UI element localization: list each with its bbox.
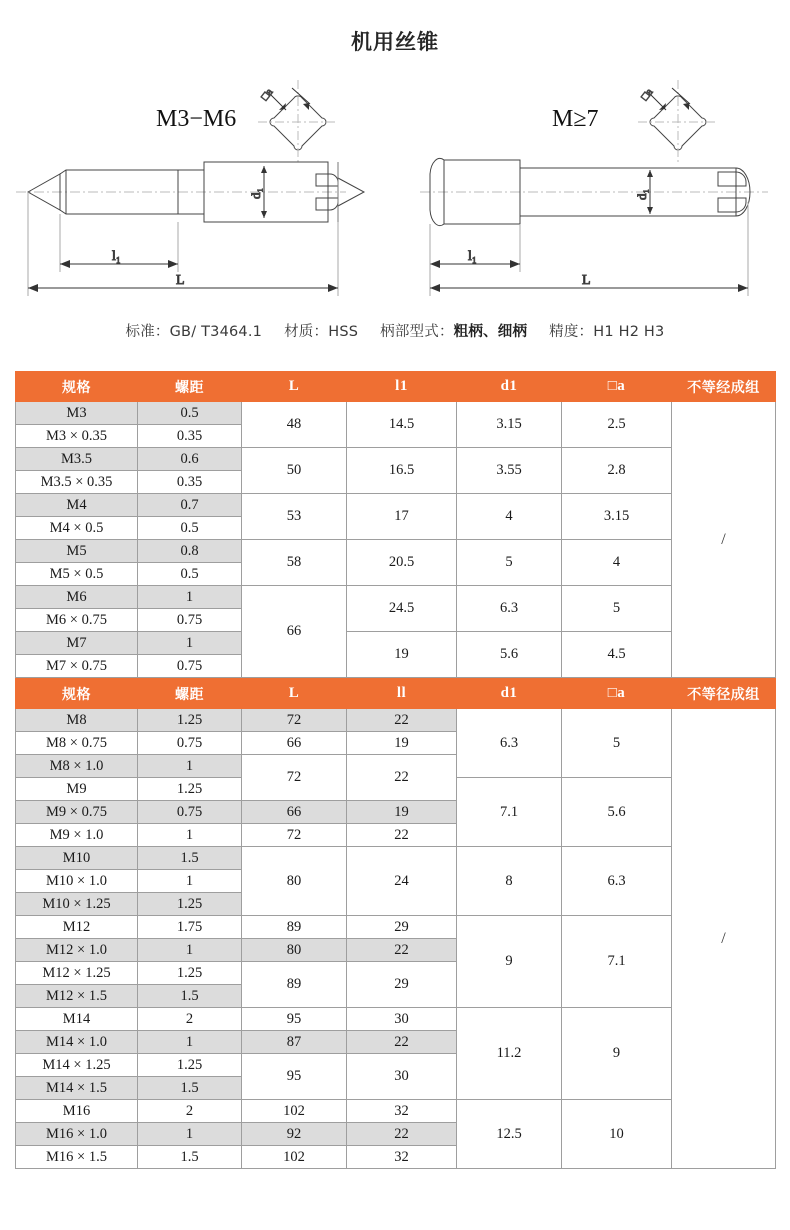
table1-cell-pitch: 1 [138,586,242,609]
dim-l1-right: l₁ [468,249,477,264]
table2-cell-pitch: 1.5 [138,847,242,870]
table2-cell-spec: M10 [16,847,138,870]
table2-cell-pitch: 1 [138,824,242,847]
table2-cell-d1: 12.5 [457,1100,562,1169]
spec-value: HSS [328,324,359,340]
table1-cell-a: 2.5 [562,402,672,448]
table2-col-header-1: 螺距 [138,679,242,709]
table2-body [16,709,776,1169]
table1-cell-a: 4 [562,540,672,586]
table1-cell-pitch: 0.7 [138,494,242,517]
table2-cell-L: 66 [242,801,347,824]
table2-cell-a: 9 [562,1008,672,1100]
table2-header-row [16,679,776,709]
spec-key: 柄部型式： [380,324,454,340]
table1-cell-L: 48 [242,402,347,448]
table1-row [16,402,776,425]
spec-tables [0,371,790,1169]
table2-cell-spec: M10 × 1.25 [16,893,138,916]
table1-cell-pitch: 0.5 [138,563,242,586]
table1-col-header-5: □a [562,372,672,402]
table2-cell-d1: 7.1 [457,778,562,847]
spec-item-3 [549,320,664,341]
table2-cell-spec: M8 × 1.0 [16,755,138,778]
table2-cell-d1: 11.2 [457,1008,562,1100]
table2-cell-pitch: 1.5 [138,1077,242,1100]
table1-col-header-3: l1 [347,372,457,402]
table2-cell-L: 89 [242,916,347,939]
table2-cell-pitch: 1 [138,1123,242,1146]
table1-cell-d1: 3.15 [457,402,562,448]
table1-cell-d1: 6.3 [457,586,562,632]
table2-cell-spec: M9 × 1.0 [16,824,138,847]
table2-cell-l1: 30 [347,1054,457,1100]
table1-cell-spec: M3.5 [16,448,138,471]
table1-cell-spec: M3.5 × 0.35 [16,471,138,494]
spec-item-1 [284,320,358,341]
table1-cell-l1: 16.5 [347,448,457,494]
table1-cell-l1: 20.5 [347,540,457,586]
table1-cell-a: 2.8 [562,448,672,494]
table2-cell-l1: 22 [347,709,457,732]
table2-cell-pitch: 1 [138,939,242,962]
spec-value: GB/ T3464.1 [169,324,263,340]
dim-L-right: L [582,273,591,288]
table2-row [16,1100,776,1123]
table2-cell-L: 66 [242,732,347,755]
table2-col-header-3: ll [347,679,457,709]
table2-cell-L: 102 [242,1100,347,1123]
table2-cell-l1: 29 [347,962,457,1008]
table1-col-header-1: 螺距 [138,372,242,402]
table2-cell-l1: 32 [347,1146,457,1169]
table2-cell-pitch: 1.75 [138,916,242,939]
table1-cell-L: 66 [242,586,347,678]
dim-d1-right: d₁ [634,188,649,200]
table2-cell-pitch: 1 [138,1031,242,1054]
table2-col-header-5: □a [562,679,672,709]
table2-cell-a: 5.6 [562,778,672,847]
square-label-right: □a [638,86,656,103]
table2-cell-pitch: 2 [138,1100,242,1123]
table2-cell-l1: 19 [347,801,457,824]
spec-value: 粗柄、细柄 [453,324,528,340]
table1-cell-spec: M3 [16,402,138,425]
table1-col-header-2: L [242,372,347,402]
table1-cell-d1: 5 [457,540,562,586]
table2-cell-L: 87 [242,1031,347,1054]
table2-cell-spec: M14 × 1.0 [16,1031,138,1054]
table1-cell-spec: M6 [16,586,138,609]
table2-cell-L: 95 [242,1054,347,1100]
table2-row [16,916,776,939]
spec-item-2 [380,320,527,341]
table2-cell-pitch: 1.25 [138,962,242,985]
dim-L-left: L [176,273,185,288]
table1-cell-spec: M7 [16,632,138,655]
table1-cell-l1: 24.5 [347,586,457,632]
table2-cell-pitch: 1.25 [138,709,242,732]
table2-cell-L: 102 [242,1146,347,1169]
table2-cell-a: 5 [562,709,672,778]
table1-col-header-6: 不等经成组 [672,372,776,402]
table2-cell-spec: M16 [16,1100,138,1123]
table1-cell-L: 58 [242,540,347,586]
table2-col-header-6: 不等径成组 [672,679,776,709]
table1-row [16,448,776,471]
table2-cell-L: 89 [242,962,347,1008]
table2-cell-d1: 8 [457,847,562,916]
table1-body [16,402,776,678]
table2-cell-spec: M14 [16,1008,138,1031]
table2-cell-spec: M14 × 1.5 [16,1077,138,1100]
table1-col-header-4: d1 [457,372,562,402]
table2-row [16,709,776,732]
table2-col-header-2: L [242,679,347,709]
spec-value: H1 H2 H3 [593,324,665,340]
table2-cell-group-note: / [672,709,776,1169]
table1-cell-spec: M5 × 0.5 [16,563,138,586]
table1-cell-pitch: 0.75 [138,655,242,678]
table2-cell-a: 10 [562,1100,672,1169]
table2-cell-l1: 30 [347,1008,457,1031]
table2-cell-L: 80 [242,847,347,916]
table2-cell-spec: M12 [16,916,138,939]
spec-table-2 [15,678,776,1169]
table2-cell-l1: 32 [347,1100,457,1123]
table2-cell-L: 80 [242,939,347,962]
table2-cell-spec: M16 × 1.0 [16,1123,138,1146]
table2-cell-spec: M14 × 1.25 [16,1054,138,1077]
table1-cell-pitch: 0.75 [138,609,242,632]
spec-item-0 [126,320,263,341]
table2-cell-pitch: 1 [138,755,242,778]
diagram-m3-m6 [8,74,400,306]
table1-cell-spec: M5 [16,540,138,563]
diagram-section [0,74,790,306]
spec-key: 精度： [549,324,594,340]
table1-row [16,586,776,609]
table2-cell-l1: 19 [347,732,457,755]
table2-cell-d1: 6.3 [457,709,562,778]
table2-cell-l1: 24 [347,847,457,916]
table2-col-header-4: d1 [457,679,562,709]
table1-cell-l1: 19 [347,632,457,678]
page-title: 机用丝锥 [351,30,439,54]
table2-cell-spec: M8 × 0.75 [16,732,138,755]
table2-cell-d1: 9 [457,916,562,1008]
table2-cell-spec: M9 × 0.75 [16,801,138,824]
table2-cell-spec: M12 × 1.5 [16,985,138,1008]
table2-cell-l1: 22 [347,1031,457,1054]
table2-cell-pitch: 1.25 [138,1054,242,1077]
table2-cell-a: 6.3 [562,847,672,916]
table2-cell-a: 7.1 [562,916,672,1008]
table2-cell-pitch: 1 [138,870,242,893]
spec-key: 标准： [125,324,170,340]
table2-cell-spec: M8 [16,709,138,732]
spec-key: 材质： [284,324,329,340]
table2-cell-spec: M10 × 1.0 [16,870,138,893]
table2-header [16,679,776,709]
table2-cell-l1: 22 [347,755,457,801]
table2-row [16,1008,776,1031]
table1-cell-pitch: 0.35 [138,425,242,448]
table2-cell-l1: 29 [347,916,457,939]
table2-cell-pitch: 0.75 [138,801,242,824]
table2-cell-l1: 22 [347,1123,457,1146]
table1-header-row [16,372,776,402]
table2-cell-L: 72 [242,709,347,732]
table1-cell-pitch: 0.6 [138,448,242,471]
table2-cell-pitch: 1.5 [138,1146,242,1169]
table2-cell-spec: M12 × 1.0 [16,939,138,962]
table1-row [16,632,776,655]
table1-cell-pitch: 0.5 [138,517,242,540]
table2-col-header-0: 规格 [16,679,138,709]
table1-cell-pitch: 1 [138,632,242,655]
table2-cell-pitch: 0.75 [138,732,242,755]
table1-cell-L: 50 [242,448,347,494]
table1-cell-d1: 3.55 [457,448,562,494]
table1-header [16,372,776,402]
table1-row [16,540,776,563]
table1-cell-a: 3.15 [562,494,672,540]
table1-cell-spec: M7 × 0.75 [16,655,138,678]
table1-cell-group-note: / [672,402,776,678]
diagram-left-label: M3−M6 [156,106,237,132]
dim-d1-left: d₁ [248,187,263,199]
table2-cell-pitch: 2 [138,1008,242,1031]
table1-cell-spec: M4 [16,494,138,517]
table1-cell-pitch: 0.5 [138,402,242,425]
table2-cell-spec: M9 [16,778,138,801]
table1-cell-a: 4.5 [562,632,672,678]
table1-cell-pitch: 0.35 [138,471,242,494]
table2-row [16,847,776,870]
table2-cell-L: 72 [242,824,347,847]
table1-col-header-0: 规格 [16,372,138,402]
table1-cell-l1: 17 [347,494,457,540]
table2-cell-pitch: 1.25 [138,778,242,801]
table2-cell-spec: M16 × 1.5 [16,1146,138,1169]
square-label-left: □a [258,86,276,103]
table1-cell-spec: M6 × 0.75 [16,609,138,632]
table2-cell-pitch: 1.5 [138,985,242,1008]
table2-cell-l1: 22 [347,824,457,847]
table2-cell-spec: M12 × 1.25 [16,962,138,985]
table1-cell-d1: 5.6 [457,632,562,678]
table1-cell-d1: 4 [457,494,562,540]
table1-cell-L: 53 [242,494,347,540]
table2-cell-pitch: 1.25 [138,893,242,916]
table2-cell-l1: 22 [347,939,457,962]
table1-cell-l1: 14.5 [347,402,457,448]
diagram-m-ge-7 [400,74,788,306]
diagram-right-label: M≥7 [552,106,599,132]
table1-cell-a: 5 [562,586,672,632]
spec-line [0,320,790,341]
table1-cell-spec: M3 × 0.35 [16,425,138,448]
table2-cell-L: 92 [242,1123,347,1146]
table1-cell-pitch: 0.8 [138,540,242,563]
spec-table-1 [15,371,776,678]
table2-cell-L: 72 [242,755,347,801]
table2-cell-L: 95 [242,1008,347,1031]
dim-l1-left: l₁ [112,249,121,264]
table1-row [16,494,776,517]
table1-cell-spec: M4 × 0.5 [16,517,138,540]
